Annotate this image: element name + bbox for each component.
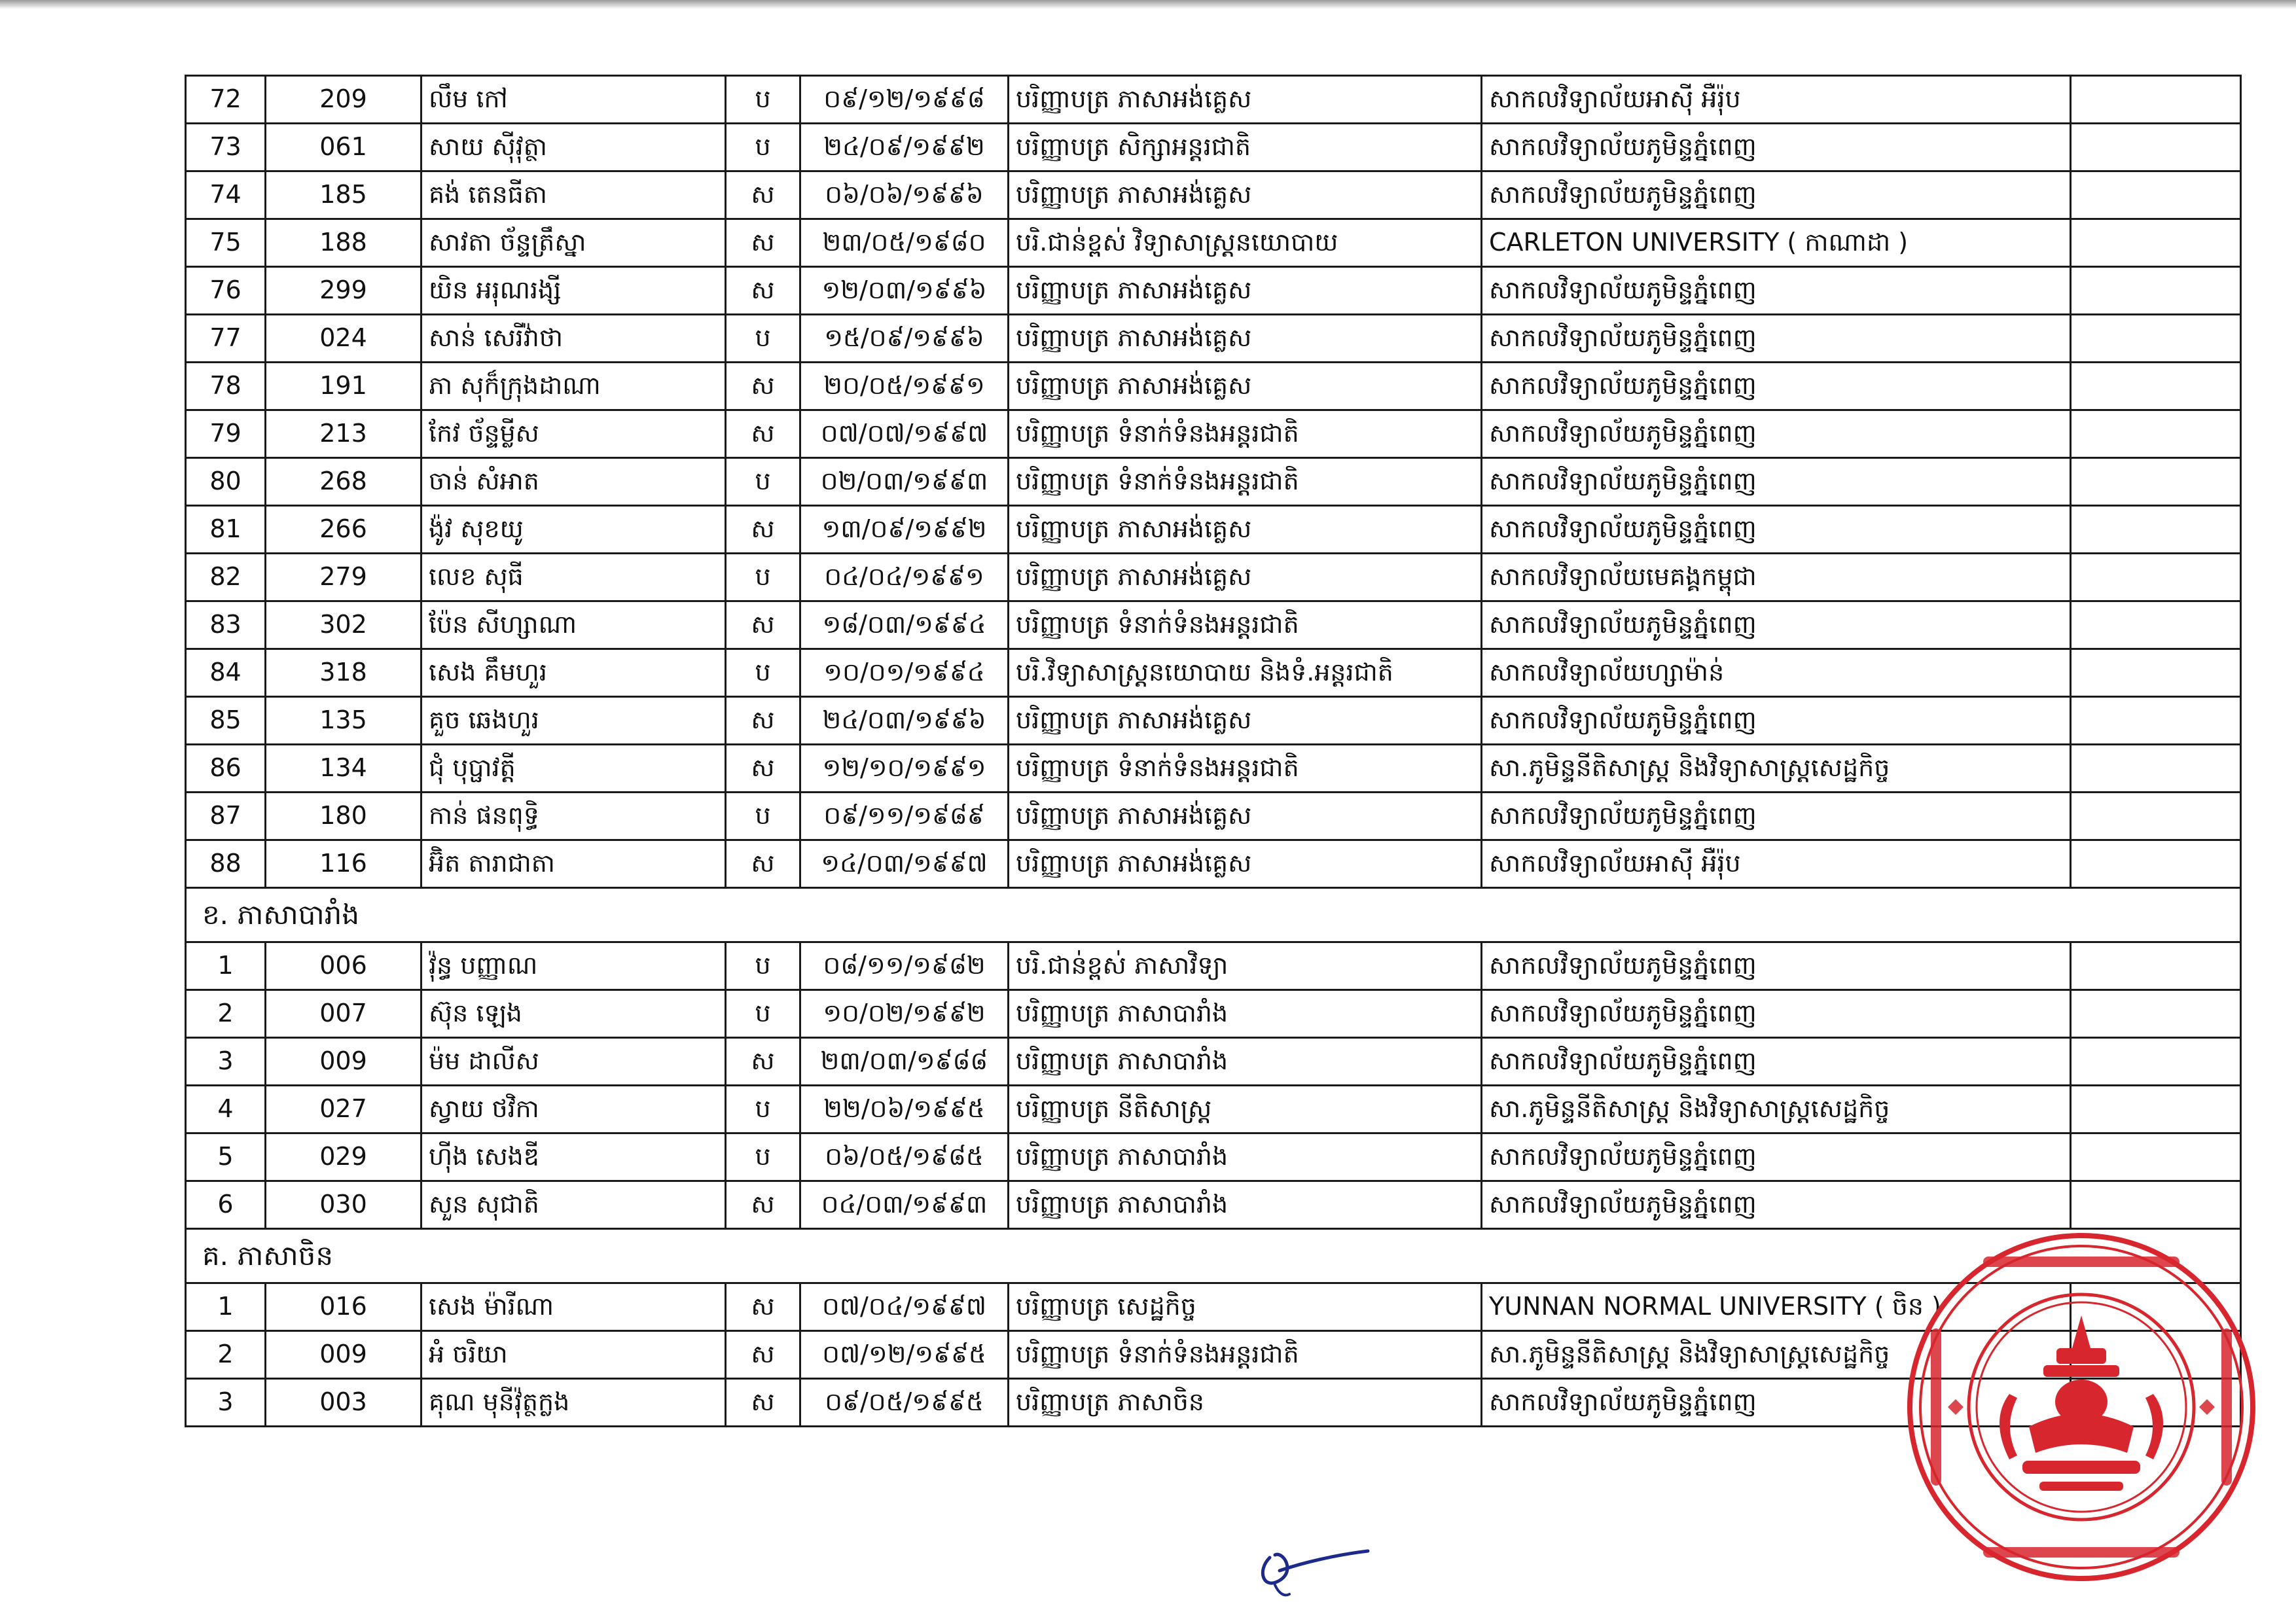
gender: ស xyxy=(726,506,800,554)
section-title: គ. ភាសាចិន xyxy=(186,1229,2241,1283)
table-row xyxy=(186,458,2241,506)
degree: បរិញ្ញាបត្រ ភាសាអង់គ្លេស xyxy=(1009,793,1482,840)
row-number: 2 xyxy=(186,1331,266,1379)
candidate-code: 302 xyxy=(266,601,422,649)
candidate-name: លឹម កៅ xyxy=(422,76,726,124)
candidate-code: 030 xyxy=(266,1181,422,1229)
row-number: 80 xyxy=(186,458,266,506)
scan-edge xyxy=(0,0,2296,9)
university: YUNNAN NORMAL UNIVERSITY ( ចិន ) xyxy=(1482,1283,2071,1331)
date-of-birth: ០៤/០៣/១៩៩៣ xyxy=(800,1181,1009,1229)
gender: ស xyxy=(726,745,800,793)
university: សាកលវិទ្យាល័យហ្សាម៉ាន់ xyxy=(1482,649,2071,697)
date-of-birth: ០៧/០៧/១៩៩៧ xyxy=(800,410,1009,458)
date-of-birth: ០៦/០៥/១៩៨៥ xyxy=(800,1133,1009,1181)
note-cell xyxy=(2071,363,2241,410)
gender: ប xyxy=(726,458,800,506)
university: សាកលវិទ្យាល័យភូមិន្ទភ្នំពេញ xyxy=(1482,410,2071,458)
gender: ប xyxy=(726,1086,800,1133)
table-row xyxy=(186,649,2241,697)
table-row xyxy=(186,793,2241,840)
university: សាកលវិទ្យាល័យភូមិន្ទភ្នំពេញ xyxy=(1482,171,2071,219)
note-cell xyxy=(2071,601,2241,649)
candidate-code: 188 xyxy=(266,219,422,267)
note-cell xyxy=(2071,697,2241,745)
candidate-code: 279 xyxy=(266,554,422,601)
note-cell xyxy=(2071,410,2241,458)
date-of-birth: ២០/០៥/១៩៩១ xyxy=(800,363,1009,410)
candidate-code: 266 xyxy=(266,506,422,554)
date-of-birth: ២៣/០៥/១៩៨០ xyxy=(800,219,1009,267)
university: សាកលវិទ្យាល័យភូមិន្ទភ្នំពេញ xyxy=(1482,942,2071,990)
gender: ស xyxy=(726,267,800,315)
row-number: 88 xyxy=(186,840,266,888)
candidate-name: ប៉ែន សីហ្សាណា xyxy=(422,601,726,649)
university: សាកលវិទ្យាល័យភូមិន្ទភ្នំពេញ xyxy=(1482,1133,2071,1181)
gender: ស xyxy=(726,697,800,745)
gender: ស xyxy=(726,219,800,267)
row-number: 84 xyxy=(186,649,266,697)
gender: ស xyxy=(726,1283,800,1331)
candidate-name: ជុំ បុប្ផាវត្តី xyxy=(422,745,726,793)
date-of-birth: ១២/១០/១៩៩១ xyxy=(800,745,1009,793)
gender: ប xyxy=(726,554,800,601)
candidate-code: 191 xyxy=(266,363,422,410)
section-header-row xyxy=(186,888,2241,942)
date-of-birth: ១៣/០៩/១៩៩២ xyxy=(800,506,1009,554)
table-row xyxy=(186,267,2241,315)
candidate-code: 027 xyxy=(266,1086,422,1133)
gender: ប xyxy=(726,793,800,840)
table-row xyxy=(186,990,2241,1038)
note-cell xyxy=(2071,1038,2241,1086)
gender: ស xyxy=(726,1038,800,1086)
table-row xyxy=(186,1181,2241,1229)
note-cell xyxy=(2071,745,2241,793)
degree: បរិញ្ញាបត្រ ភាសាអង់គ្លេស xyxy=(1009,171,1482,219)
handwritten-signature xyxy=(1244,1531,1374,1603)
row-number: 83 xyxy=(186,601,266,649)
candidate-name: ម៉ម ដាលីស xyxy=(422,1038,726,1086)
note-cell xyxy=(2071,315,2241,363)
table-row xyxy=(186,1133,2241,1181)
degree: បរិញ្ញាបត្រ ភាសាអង់គ្លេស xyxy=(1009,840,1482,888)
candidate-name: គួច ឆេងហួរ xyxy=(422,697,726,745)
date-of-birth: ១០/០១/១៩៩៤ xyxy=(800,649,1009,697)
university: សាកលវិទ្យាល័យភូមិន្ទភ្នំពេញ xyxy=(1482,506,2071,554)
row-number: 79 xyxy=(186,410,266,458)
degree: បរិញ្ញាបត្រ ទំនាក់ទំនងអន្តរជាតិ xyxy=(1009,410,1482,458)
date-of-birth: ០៤/០៤/១៩៩១ xyxy=(800,554,1009,601)
degree: បរិញ្ញាបត្រ ភាសាអង់គ្លេស xyxy=(1009,267,1482,315)
note-cell xyxy=(2071,990,2241,1038)
table-row xyxy=(186,506,2241,554)
note-cell xyxy=(2071,76,2241,124)
table-row xyxy=(186,363,2241,410)
university: សាកលវិទ្យាល័យអាស៊ី អឺរ៉ុប xyxy=(1482,76,2071,124)
table-row xyxy=(186,410,2241,458)
degree: បរិញ្ញាបត្រ ភាសាអង់គ្លេស xyxy=(1009,506,1482,554)
date-of-birth: ០៩/១២/១៩៩៨ xyxy=(800,76,1009,124)
date-of-birth: ១៥/០៩/១៩៩៦ xyxy=(800,315,1009,363)
candidate-code: 299 xyxy=(266,267,422,315)
table-row xyxy=(186,1038,2241,1086)
candidate-name: អំ ចរិយា xyxy=(422,1331,726,1379)
date-of-birth: ០២/០៣/១៩៩៣ xyxy=(800,458,1009,506)
candidate-name: ចាន់ សំអាត xyxy=(422,458,726,506)
note-cell xyxy=(2071,124,2241,171)
university: សាកលវិទ្យាល័យភូមិន្ទភ្នំពេញ xyxy=(1482,1379,2071,1427)
date-of-birth: ២៤/០៩/១៩៩២ xyxy=(800,124,1009,171)
degree: បរិញ្ញាបត្រ សេដ្ឋកិច្ច xyxy=(1009,1283,1482,1331)
table-row xyxy=(186,76,2241,124)
row-number: 4 xyxy=(186,1086,266,1133)
candidate-name: សួន សុជាតិ xyxy=(422,1181,726,1229)
date-of-birth: ០៩/១១/១៩៨៩ xyxy=(800,793,1009,840)
gender: ស xyxy=(726,171,800,219)
date-of-birth: ១២/០៣/១៩៩៦ xyxy=(800,267,1009,315)
gender: ប xyxy=(726,76,800,124)
date-of-birth: ២៤/០៣/១៩៩៦ xyxy=(800,697,1009,745)
note-cell xyxy=(2071,554,2241,601)
date-of-birth: ១៨/០៣/១៩៩៤ xyxy=(800,601,1009,649)
candidate-name: សាយ ស៊ីវុត្ថា xyxy=(422,124,726,171)
table-row xyxy=(186,124,2241,171)
date-of-birth: ០៧/១២/១៩៩៥ xyxy=(800,1331,1009,1379)
university: សាកលវិទ្យាល័យភូមិន្ទភ្នំពេញ xyxy=(1482,315,2071,363)
date-of-birth: ០៧/០៤/១៩៩៧ xyxy=(800,1283,1009,1331)
row-number: 76 xyxy=(186,267,266,315)
gender: ប xyxy=(726,1133,800,1181)
row-number: 6 xyxy=(186,1181,266,1229)
degree: បរិញ្ញាបត្រ ភាសាបារាំង xyxy=(1009,1181,1482,1229)
table-row xyxy=(186,171,2241,219)
date-of-birth: ០៩/០៥/១៩៩៥ xyxy=(800,1379,1009,1427)
university: សាកលវិទ្យាល័យភូមិន្ទភ្នំពេញ xyxy=(1482,990,2071,1038)
university: សា.ភូមិន្ទនីតិសាស្ត្រ និងវិទ្យាសាស្ត្រសេដ្ឋកិច្ច xyxy=(1482,1331,2071,1379)
degree: បរិញ្ញាបត្រ ភាសាអង់គ្លេស xyxy=(1009,363,1482,410)
date-of-birth: ២៣/០៣/១៩៨៨ xyxy=(800,1038,1009,1086)
degree: បរិញ្ញាបត្រ ភាសាអង់គ្លេស xyxy=(1009,697,1482,745)
gender: ស xyxy=(726,840,800,888)
note-cell xyxy=(2071,219,2241,267)
candidate-table xyxy=(185,75,2242,1427)
row-number: 82 xyxy=(186,554,266,601)
row-number: 73 xyxy=(186,124,266,171)
candidate-code: 209 xyxy=(266,76,422,124)
degree: បរិ.វិទ្យាសាស្ត្រនយោបាយ និងទំ.អន្តរជាតិ xyxy=(1009,649,1482,697)
candidate-code: 213 xyxy=(266,410,422,458)
row-number: 85 xyxy=(186,697,266,745)
gender: ស xyxy=(726,410,800,458)
gender: ប xyxy=(726,649,800,697)
official-seal-stamp xyxy=(1905,1230,2258,1584)
degree: បរិញ្ញាបត្រ សិក្សាអន្តរជាតិ xyxy=(1009,124,1482,171)
candidate-name: កាន់ ផនពុទ្ធិ xyxy=(422,793,726,840)
degree: បរិញ្ញាបត្រ ទំនាក់ទំនងអន្តរជាតិ xyxy=(1009,601,1482,649)
degree: បរិញ្ញាបត្រ ទំនាក់ទំនងអន្តរជាតិ xyxy=(1009,745,1482,793)
university: សា.ភូមិន្ទនីតិសាស្ត្រ និងវិទ្យាសាស្ត្រសេដ្ឋកិច្ច xyxy=(1482,745,2071,793)
degree: បរិញ្ញាបត្រ ភាសាបារាំង xyxy=(1009,1133,1482,1181)
candidate-code: 268 xyxy=(266,458,422,506)
table-row xyxy=(186,219,2241,267)
university: សា.ភូមិន្ទនីតិសាស្ត្រ និងវិទ្យាសាស្ត្រសេដ្ឋកិច្ច xyxy=(1482,1086,2071,1133)
date-of-birth: ១០/០២/១៩៩២ xyxy=(800,990,1009,1038)
candidate-code: 318 xyxy=(266,649,422,697)
note-cell xyxy=(2071,1181,2241,1229)
gender: ប xyxy=(726,990,800,1038)
candidate-name: អ៊ិត តារាជាតា xyxy=(422,840,726,888)
degree: បរិញ្ញាបត្រ ទំនាក់ទំនងអន្តរជាតិ xyxy=(1009,1331,1482,1379)
note-cell xyxy=(2071,267,2241,315)
degree: បរិញ្ញាបត្រ ភាសាអង់គ្លេស xyxy=(1009,76,1482,124)
university: សាកលវិទ្យាល័យមេគង្គកម្ពុជា xyxy=(1482,554,2071,601)
note-cell xyxy=(2071,458,2241,506)
degree: បរិញ្ញាបត្រ ភាសាបារាំង xyxy=(1009,990,1482,1038)
gender: ប xyxy=(726,124,800,171)
candidate-code: 185 xyxy=(266,171,422,219)
degree: បរិញ្ញាបត្រ នីតិសាស្ត្រ xyxy=(1009,1086,1482,1133)
section-title: ខ. ភាសាបារាំង xyxy=(186,888,2241,942)
gender: ប xyxy=(726,315,800,363)
note-cell xyxy=(2071,506,2241,554)
candidate-code: 024 xyxy=(266,315,422,363)
university: សាកលវិទ្យាល័យភូមិន្ទភ្នំពេញ xyxy=(1482,1181,2071,1229)
row-number: 72 xyxy=(186,76,266,124)
degree: បរិញ្ញាបត្រ ភាសាអង់គ្លេស xyxy=(1009,315,1482,363)
row-number: 77 xyxy=(186,315,266,363)
candidate-code: 007 xyxy=(266,990,422,1038)
row-number: 5 xyxy=(186,1133,266,1181)
row-number: 3 xyxy=(186,1038,266,1086)
degree: បរិ.ជាន់ខ្ពស់ វិទ្យាសាស្ត្រនយោបាយ xyxy=(1009,219,1482,267)
row-number: 3 xyxy=(186,1379,266,1427)
candidate-name: ហ៊ីង សេងឌី xyxy=(422,1133,726,1181)
university: សាកលវិទ្យាល័យភូមិន្ទភ្នំពេញ xyxy=(1482,124,2071,171)
candidate-code: 134 xyxy=(266,745,422,793)
candidate-code: 009 xyxy=(266,1331,422,1379)
candidate-name: ង៉ូវ សុខយូ xyxy=(422,506,726,554)
table-row xyxy=(186,745,2241,793)
date-of-birth: ២២/០៦/១៩៩៥ xyxy=(800,1086,1009,1133)
table-row xyxy=(186,315,2241,363)
table-row xyxy=(186,601,2241,649)
row-number: 1 xyxy=(186,942,266,990)
row-number: 81 xyxy=(186,506,266,554)
row-number: 86 xyxy=(186,745,266,793)
candidate-name: វ៉ុន្ធ បញ្ញាណ xyxy=(422,942,726,990)
candidate-name: គង់ តេនធីតា xyxy=(422,171,726,219)
degree: បរិ.ជាន់ខ្ពស់ ភាសាវិទ្យា xyxy=(1009,942,1482,990)
gender: ស xyxy=(726,1181,800,1229)
candidate-name: សាន់ សេរីវ៉ាថា xyxy=(422,315,726,363)
table-row xyxy=(186,1086,2241,1133)
degree: បរិញ្ញាបត្រ ភាសាចិន xyxy=(1009,1379,1482,1427)
gender: ប xyxy=(726,942,800,990)
row-number: 2 xyxy=(186,990,266,1038)
university: សាកលវិទ្យាល័យភូមិន្ទភ្នំពេញ xyxy=(1482,697,2071,745)
university: សាកលវិទ្យាល័យភូមិន្ទភ្នំពេញ xyxy=(1482,601,2071,649)
candidate-code: 006 xyxy=(266,942,422,990)
gender: ស xyxy=(726,1379,800,1427)
candidate-name: យិន អរុណរង្សី xyxy=(422,267,726,315)
candidate-name: លេខ សុធី xyxy=(422,554,726,601)
university: សាកលវិទ្យាល័យភូមិន្ទភ្នំពេញ xyxy=(1482,793,2071,840)
university: សាកលវិទ្យាល័យភូមិន្ទភ្នំពេញ xyxy=(1482,458,2071,506)
table-row xyxy=(186,697,2241,745)
candidate-name: ស៊ុន ឡេង xyxy=(422,990,726,1038)
row-number: 78 xyxy=(186,363,266,410)
university: សាកលវិទ្យាល័យភូមិន្ទភ្នំពេញ xyxy=(1482,1038,2071,1086)
table-row xyxy=(186,840,2241,888)
candidate-name: សេង ម៉ារីណា xyxy=(422,1283,726,1331)
candidate-code: 016 xyxy=(266,1283,422,1331)
degree: បរិញ្ញាបត្រ ភាសាបារាំង xyxy=(1009,1038,1482,1086)
candidate-code: 061 xyxy=(266,124,422,171)
date-of-birth: ១៤/០៣/១៩៩៧ xyxy=(800,840,1009,888)
row-number: 75 xyxy=(186,219,266,267)
row-number: 1 xyxy=(186,1283,266,1331)
university: សាកលវិទ្យាល័យភូមិន្ទភ្នំពេញ xyxy=(1482,363,2071,410)
note-cell xyxy=(2071,1086,2241,1133)
university: សាកលវិទ្យាល័យភូមិន្ទភ្នំពេញ xyxy=(1482,267,2071,315)
note-cell xyxy=(2071,171,2241,219)
note-cell xyxy=(2071,793,2241,840)
date-of-birth: ០៨/១១/១៩៨២ xyxy=(800,942,1009,990)
candidate-name: សាវតា ច័ន្ទត្រឹស្នា xyxy=(422,219,726,267)
candidate-code: 029 xyxy=(266,1133,422,1181)
gender: ស xyxy=(726,1331,800,1379)
candidate-name: ស្វាយ ថវិកា xyxy=(422,1086,726,1133)
note-cell xyxy=(2071,942,2241,990)
degree: បរិញ្ញាបត្រ ភាសាអង់គ្លេស xyxy=(1009,554,1482,601)
row-number: 87 xyxy=(186,793,266,840)
candidate-code: 135 xyxy=(266,697,422,745)
gender: ស xyxy=(726,601,800,649)
candidate-code: 116 xyxy=(266,840,422,888)
candidate-name: គុណ មុនីវ៉ុត្ថក្លង xyxy=(422,1379,726,1427)
note-cell xyxy=(2071,840,2241,888)
university: CARLETON UNIVERSITY ( កាណាដា ) xyxy=(1482,219,2071,267)
candidate-name: សេង គឹមហួរ xyxy=(422,649,726,697)
candidate-code: 180 xyxy=(266,793,422,840)
candidate-name: កែវ ច័ន្ទម្លីស xyxy=(422,410,726,458)
degree: បរិញ្ញាបត្រ ទំនាក់ទំនងអន្តរជាតិ xyxy=(1009,458,1482,506)
note-cell xyxy=(2071,1133,2241,1181)
row-number: 74 xyxy=(186,171,266,219)
candidate-table-body xyxy=(186,76,2241,1427)
candidate-code: 009 xyxy=(266,1038,422,1086)
table-row xyxy=(186,554,2241,601)
table-row xyxy=(186,942,2241,990)
candidate-code: 003 xyxy=(266,1379,422,1427)
university: សាកលវិទ្យាល័យអាស៊ី អឺរ៉ុប xyxy=(1482,840,2071,888)
note-cell xyxy=(2071,649,2241,697)
candidate-name: ភា សុក៏ក្រុងដាណា xyxy=(422,363,726,410)
gender: ស xyxy=(726,363,800,410)
date-of-birth: ០៦/០៦/១៩៩៦ xyxy=(800,171,1009,219)
